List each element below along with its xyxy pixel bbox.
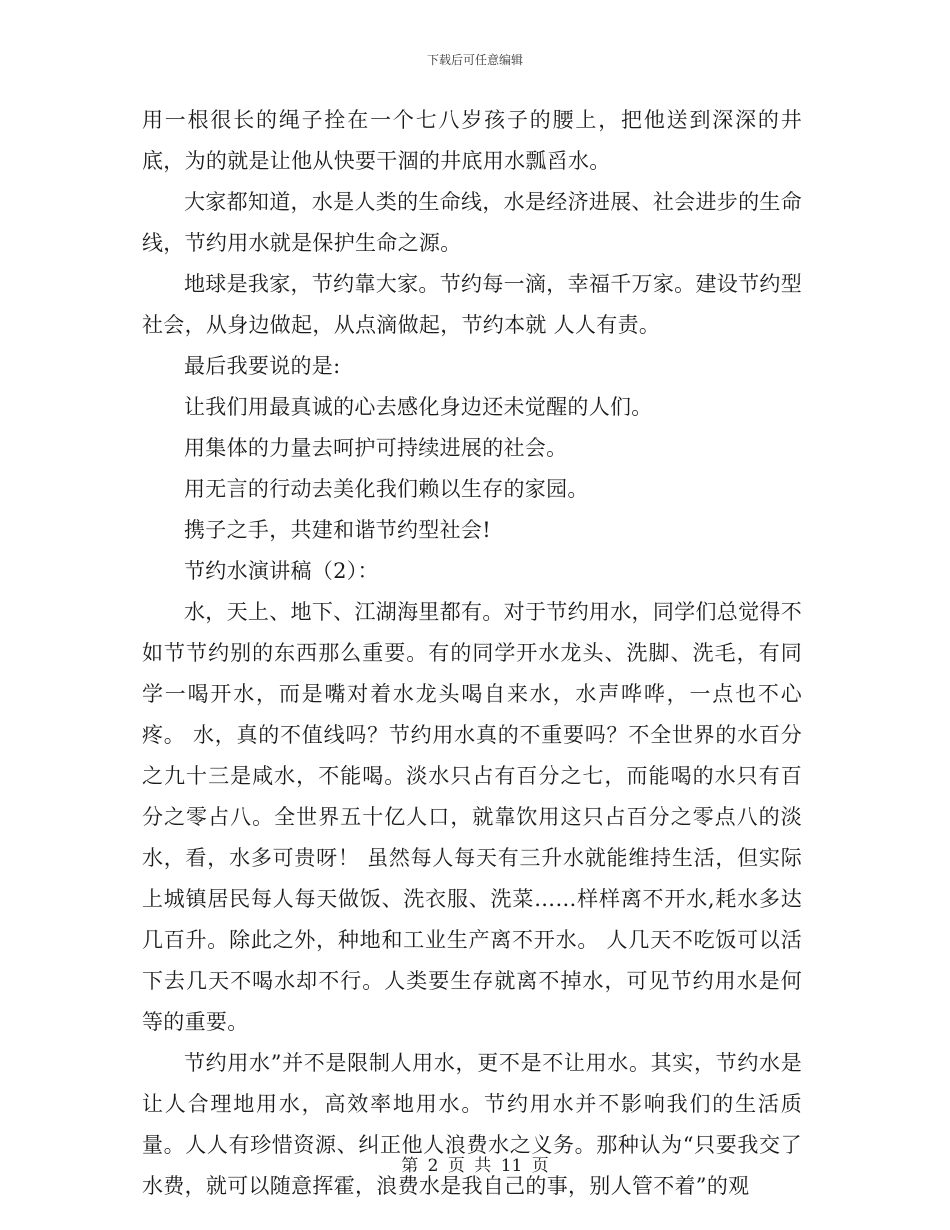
paragraph-1: 用一根很长的绳子拴在一个七八岁孩子的腰上，把他送到深深的井底，为的就是让他从快要干涸的井底用水瓢舀水。 <box>142 108 802 173</box>
document-body <box>142 100 802 1207</box>
section-heading: 节约水演讲稿（2）： <box>184 559 379 583</box>
paragraph-6: 用集体的力量去呵护可持续进展的社会。 <box>184 436 568 460</box>
paragraph-4: 最后我要说的是: <box>184 354 341 378</box>
paragraph-9: 水，天上、地下、江湖海里都有。对于节约用水，同学们总觉得不如节节约别的东西那么重要。有的同学开水龙头、洗脚、洗毛，有同学一喝开水，而是嘴对着水龙头喝自来水，水声哗哗，一点也不心疼。 水，真的不值线吗？节约用水真的不重要吗？不全世界的水百分之九十三是咸水，不能喝。淡水只占有百分之七，而能喝的水只有百分之零占八。全世界五十亿人口，就靠饮用这只占百分之零点八的淡水，看，水多可贵呀！ 虽然每人每天有三升水就能维持生活，但实际上城镇居民每人每天做饭、洗衣服、洗菜……样样离不开水,耗水多达几百升。除此之外，种地和工业生产离不开水。 人几天不吃饭可以活下去几天不喝水却不行。人类要生存就离不掉水，可见节约用水是何等的重要。 <box>142 600 802 1034</box>
page-header: 下载后可任意编辑 <box>426 53 523 67</box>
paragraph-8: 携子之手，共建和谐节约型社会! <box>184 518 491 542</box>
paragraph-10: 节约用水”并不是限制人用水，更不是不让用水。其实，节约水是让人合理地用水，高效率地用水。节约用水并不影响我们的生活质量。人人有珍惜资源、纠正他人浪费水之义务。那种认为“只要我交了水费，就可以随意挥霍，浪费水是我自己的事，别人管不着”的观 <box>142 1051 802 1198</box>
paragraph-2: 大家都知道，水是人类的生命线，水是经济进展、社会进步的生命线，节约用水就是保护生命之源。 <box>142 190 802 255</box>
paragraph-5: 让我们用最真诚的心去感化身边还未觉醒的人们。 <box>184 395 653 419</box>
page-number: 第 2 页 共 11 页 <box>401 1156 549 1176</box>
paragraph-7: 用无言的行动去美化我们赖以生存的家园。 <box>184 477 589 501</box>
paragraph-3: 地球是我家，节约靠大家。节约每一滴，幸福千万家。建设节约型社会，从身边做起，从点滴做起，节约本就 人人有责。 <box>142 272 802 337</box>
